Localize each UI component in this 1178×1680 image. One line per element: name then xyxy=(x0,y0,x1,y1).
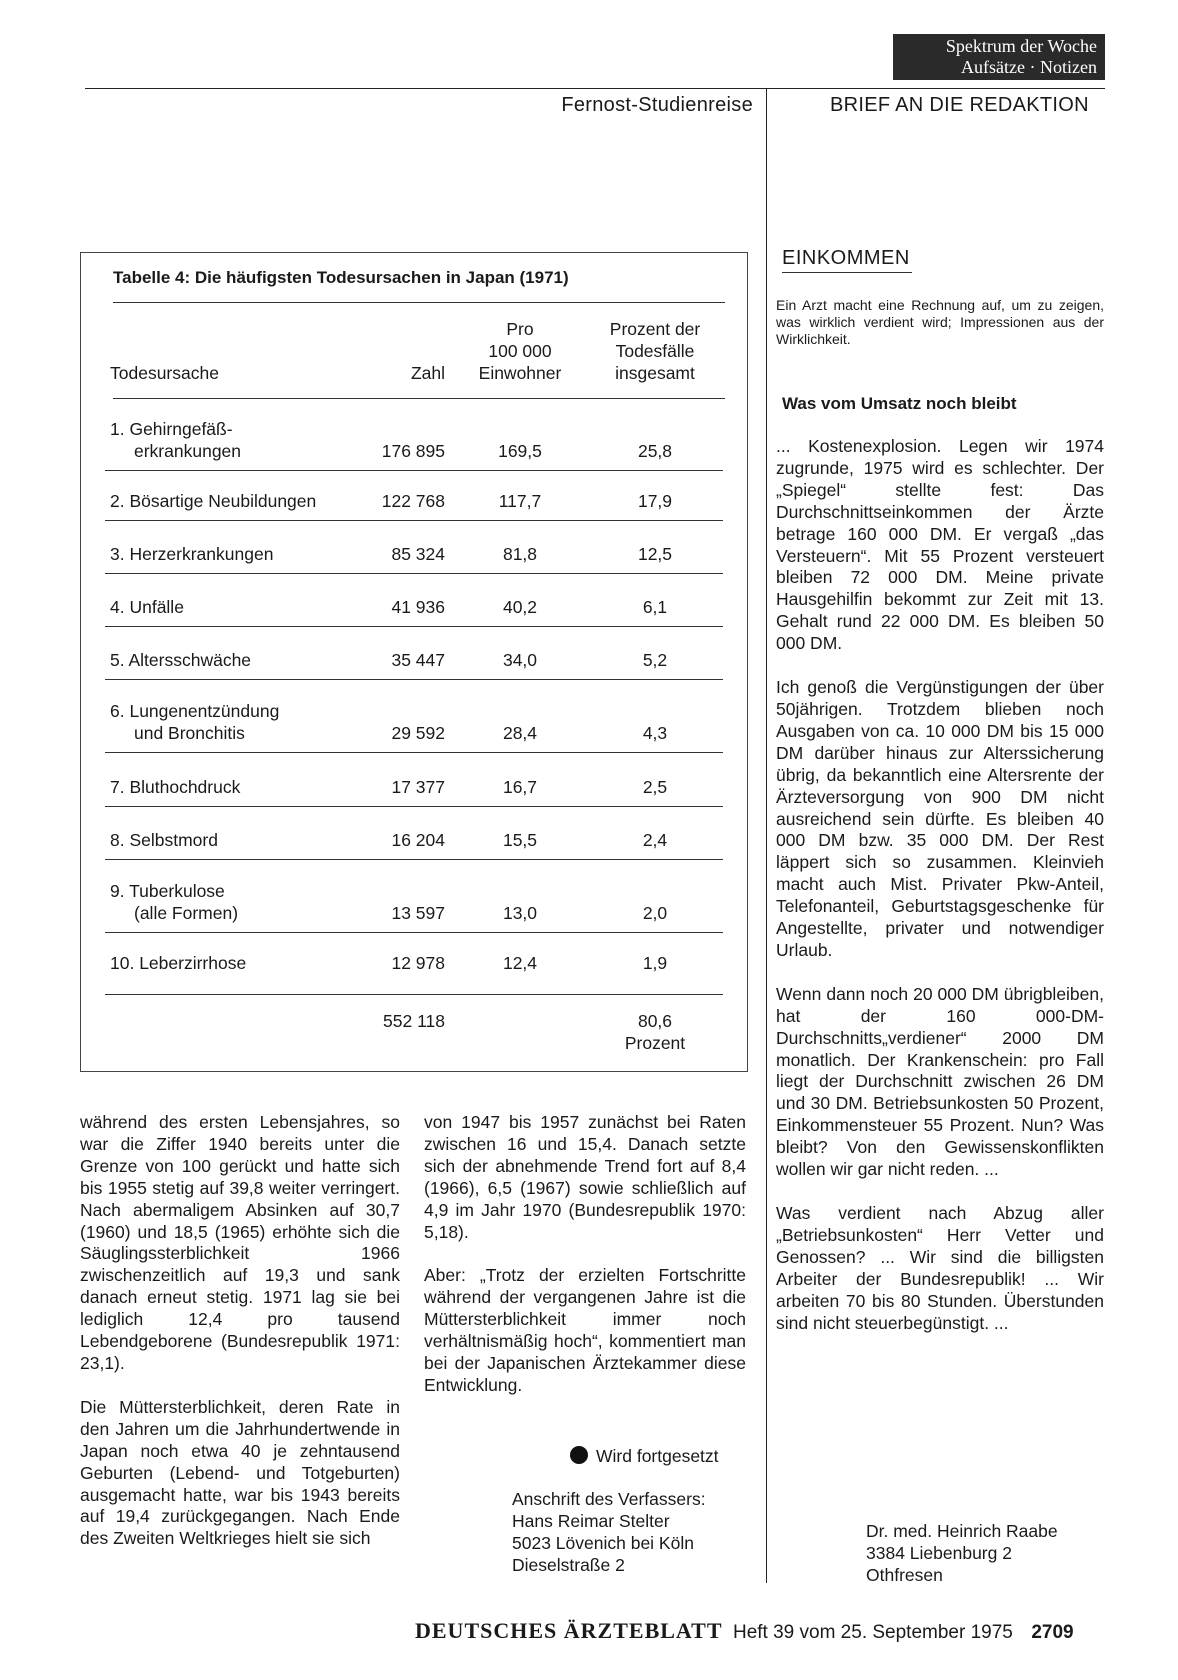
table-row-cause: 7. Bluthochdruck xyxy=(110,777,241,797)
table-row-percent: 12,5 xyxy=(637,544,673,564)
table-row-cause: 10. Leberzirrhose xyxy=(110,953,247,973)
letter-teaser: Ein Arzt macht eine Rechnung auf, um zu zeigen, was wirklich verdient wird; Impressionen aus der Wirklichkeit. xyxy=(776,297,1104,347)
table-row-per100k: 40,2 xyxy=(502,597,538,617)
table-row-percent: 2,5 xyxy=(642,777,668,797)
column-divider xyxy=(766,88,767,1583)
journal-name: DEUTSCHES ÄRZTEBLATT xyxy=(415,1618,723,1643)
table-row-cause: 2. Bösartige Neubildungen xyxy=(110,491,317,511)
table-row-percent: 2,0 xyxy=(642,903,668,923)
table-row-rule xyxy=(105,859,723,860)
table-row-rule xyxy=(105,573,723,574)
table-row-cause: 1. Gehirngefäß- erkrankungen xyxy=(110,419,242,461)
table-row-cause: 5. Altersschwäche xyxy=(110,650,252,670)
badge-line-2: Aufsätze · Notizen xyxy=(961,57,1097,77)
table-row-rule xyxy=(105,470,723,471)
table-row-cause: 4. Unfälle xyxy=(110,597,184,617)
table-row-rule xyxy=(105,520,723,521)
table-row-rule xyxy=(105,679,723,680)
continued-note: Wird fortgesetzt xyxy=(570,1446,719,1467)
table-row-per100k: 81,8 xyxy=(502,544,538,564)
table-row-cause: 6. Lungenentzündung und Bronchitis xyxy=(110,701,280,743)
letter-paragraph: ... Kostenexplosion. Legen wir 1974 zugrunde, 1975 wird es schlechter. Der „Spiegel“ stellte fest: Das Durchschnittseinkommen der Ärzte betrage 160 000 DM. Er vergaß „das Versteuern“. Mit 55 Prozent versteuert bleiben 72 000 DM. Meine private Hausgehilfin bekommt zur Zeit mit 13. Gehalt rund 22 000 DM. Es bleiben 50 000 DM. xyxy=(776,436,1104,654)
table-row-per100k: 28,4 xyxy=(502,723,538,743)
total-count: 552 118 xyxy=(383,1011,445,1031)
table-row-rule xyxy=(105,806,723,807)
letter-paragraph: Wenn dann noch 20 000 DM übrigbleiben, hat der 160 000-DM-Durchschnitts„verdiener“ 2000 DM monatlich. Der Krankenschein: pro Fall liegt der Durchschnitt zwischen 26 DM und 30 DM. Betriebsunkosten 50 Prozent, Einkommensteuer 55 Prozent. Nun? Was bleibt? Von den Gewissenskonflikten wollen wir gar nicht reden. ... xyxy=(776,983,1104,1180)
header-per100k: Pro 100 000 Einwohner xyxy=(478,319,562,383)
page-footer xyxy=(415,1618,1074,1644)
header-count: Zahl xyxy=(410,363,445,383)
letter-signature: Dr. med. Heinrich Raabe 3384 Liebenburg 2 Othfresen xyxy=(866,1521,1058,1585)
table-row-count: 85 324 xyxy=(391,544,445,564)
table-row-percent: 17,9 xyxy=(637,491,673,511)
table-row-per100k: 117,7 xyxy=(498,491,542,511)
table-row-percent: 25,8 xyxy=(637,441,673,461)
table-row-count: 12 978 xyxy=(391,953,445,973)
table-row-count: 16 204 xyxy=(391,830,445,850)
table-row-percent: 4,3 xyxy=(642,723,668,743)
section-badge xyxy=(893,34,1105,80)
table-rule-header xyxy=(113,398,725,399)
issue-info: Heft 39 vom 25. September 1975 xyxy=(732,1622,1013,1643)
table-row-per100k: 16,7 xyxy=(502,777,538,797)
table-row-cause: 8. Selbstmord xyxy=(110,830,218,850)
table-row-rule xyxy=(105,626,723,627)
table-row-count: 17 377 xyxy=(391,777,445,797)
table-row-count: 41 936 xyxy=(391,597,445,617)
header-percent: Prozent der Todesfälle insgesamt xyxy=(609,319,701,383)
article-left-column xyxy=(80,1112,400,1550)
table-row-count: 13 597 xyxy=(391,903,445,923)
article-paragraph: während des ersten Lebensjahres, so war die Ziffer 1940 bereits unter die Grenze von 100 gerückt und hatte sich bis 1955 stetig auf 39,8 weiter verringert. Nach abermaligem Absinken auf 30,7 (1960) und 18,5 (1965) erhöhte sich die Säuglingssterblichkeit 1966 zwischenzeitlich auf 19,3 und sank danach erneut stetig. 1971 lag sie bei lediglich 12,4 pro tausend Lebendgeborene (Bundesrepublik 1971: 23,1). xyxy=(80,1112,400,1373)
table-row-count: 35 447 xyxy=(391,650,445,670)
table-row-percent: 2,4 xyxy=(642,830,668,850)
left-running-title: Fernost-Studienreise xyxy=(561,94,753,116)
table-row-cause: 9. Tuberkulose (alle Formen) xyxy=(110,881,239,923)
article-paragraph: Die Müttersterblichkeit, deren Rate in den Jahren um die Jahrhundertwende in Japan noch etwa 40 je zehntausend Geburten (Lebend- und Totgeburten) ausgemacht hatte, war bis 1943 bereits auf 19,4 zurückgegangen. Nach Ende des Zweiten Weltkrieges hielt sie sich xyxy=(80,1396,400,1549)
article-paragraph: Aber: „Trotz der erzielten Fortschritte während der vergangenen Jahre ist die Müttersterblichkeit immer noch verhältnismäßig hoch“, kommentiert man bei der Japanischen Ärztekammer diese Entwicklung. xyxy=(424,1265,746,1395)
table-row-per100k: 15,5 xyxy=(502,830,538,850)
article-middle-column xyxy=(424,1112,746,1397)
author-address: Anschrift des Verfassers: Hans Reimar Stelter 5023 Lövenich bei Köln Dieselstraße 2 xyxy=(512,1489,706,1575)
letter-title: Was vom Umsatz noch bleibt xyxy=(782,394,1017,413)
table-row-per100k: 12,4 xyxy=(502,953,538,973)
table-caption: Tabelle 4: Die häufigsten Todesursachen in Japan (1971) xyxy=(113,268,569,287)
table-row-percent: 1,9 xyxy=(642,953,668,973)
table-row-count: 122 768 xyxy=(381,491,445,511)
table-row-per100k: 34,0 xyxy=(502,650,538,670)
total-percent: 80,6 Prozent xyxy=(624,1011,686,1053)
table-row-per100k: 13,0 xyxy=(502,903,538,923)
table-rule-total xyxy=(105,994,723,995)
badge-line-1: Spektrum der Woche xyxy=(945,36,1097,56)
section-heading-rule xyxy=(782,272,912,273)
bullet-dot-icon xyxy=(570,1446,588,1464)
letter-body xyxy=(776,436,1104,1334)
right-running-title: BRIEF AN DIE REDAKTION xyxy=(830,94,1089,116)
table-row-per100k: 169,5 xyxy=(498,441,542,461)
table-row-percent: 6,1 xyxy=(642,597,668,617)
table-row-rule xyxy=(105,932,723,933)
table-rule-top xyxy=(113,302,725,303)
article-paragraph: von 1947 bis 1957 zunächst bei Raten zwischen 16 und 15,4. Danach setzte sich der abnehmende Trend fort auf 8,4 (1966), 6,5 (1967) sowie schließlich auf 4,9 im Jahr 1970 (Bundesrepublik 1970: 5,18). xyxy=(424,1112,746,1242)
table-row-count: 29 592 xyxy=(391,723,445,743)
letter-paragraph: Was verdient nach Abzug aller „Betriebsunkosten“ Herr Vetter und Genossen? ... Wir sind die billigsten Arbeiter der Bundesrepublik! ... Wir arbeiten 70 bis 80 Stunden. Überstunden sind nicht steuerbegünstigt. ... xyxy=(776,1203,1104,1333)
header-cause: Todesursache xyxy=(110,363,219,383)
table-row-percent: 5,2 xyxy=(642,650,668,670)
table-row-cause: 3. Herzerkrankungen xyxy=(110,544,274,564)
letter-paragraph: Ich genoß die Vergünstigungen der über 50jährigen. Trotzdem blieben noch Ausgaben von ca. 10 000 DM bis 15 000 DM darüber hinaus zur Alterssicherung übrig, da bekanntlich eine Altersrente der Ärzteversorgung von 900 DM nicht ausreichend sein dürfte. Es bleiben 40 000 DM bzw. 35 000 DM. Der Rest läppert sich so zusammen. Kleinvieh macht auch Mist. Privater Pkw-Anteil, Telefonanteil, Geburtstagsgeschenke für Angestellte, privater und notwendiger Urlaub. xyxy=(776,677,1104,960)
table-row-rule xyxy=(105,752,723,753)
page-number: 2709 xyxy=(1031,1622,1074,1643)
section-heading: EINKOMMEN xyxy=(782,247,910,269)
top-rule xyxy=(85,88,1105,89)
table-row-count: 176 895 xyxy=(381,441,445,461)
